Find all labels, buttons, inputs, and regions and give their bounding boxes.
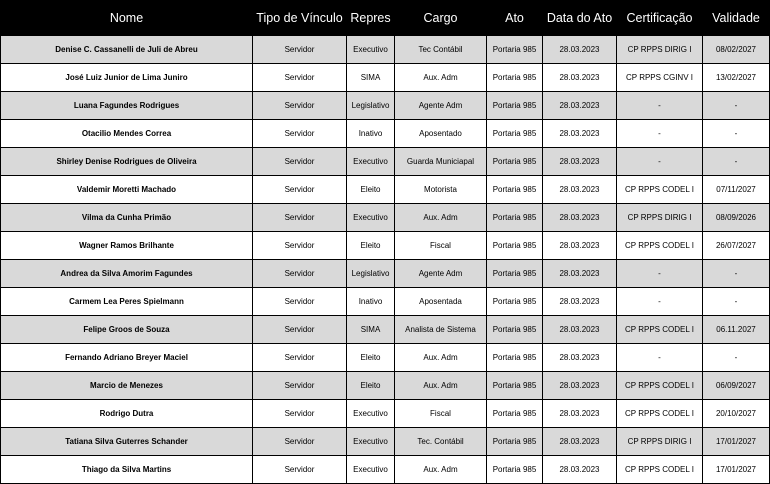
cell-data-do-ato: 28.03.2023 xyxy=(543,344,617,372)
cell-validade: - xyxy=(703,260,770,288)
cell-ato: Portaria 985 xyxy=(487,428,543,456)
cell-cargo: Tec. Contábil xyxy=(395,428,487,456)
cell-tipo-de-vinculo: Servidor xyxy=(253,316,347,344)
header-repres: Repres xyxy=(347,1,395,36)
cell-nome: Carmem Lea Peres Spielmann xyxy=(1,288,253,316)
table-row xyxy=(1,204,770,232)
cell-certificacao: CP RPPS CODEL I xyxy=(617,456,703,484)
cell-validade: - xyxy=(703,288,770,316)
cell-ato: Portaria 985 xyxy=(487,64,543,92)
cell-data-do-ato: 28.03.2023 xyxy=(543,456,617,484)
cell-cargo: Agente Adm xyxy=(395,260,487,288)
table-row xyxy=(1,260,770,288)
cell-repres: Inativo xyxy=(347,120,395,148)
cell-nome: Felipe Groos de Souza xyxy=(1,316,253,344)
cell-nome: Thiago da Silva Martins xyxy=(1,456,253,484)
cell-nome: Vilma da Cunha Primão xyxy=(1,204,253,232)
table-row xyxy=(1,36,770,64)
cell-ato: Portaria 985 xyxy=(487,288,543,316)
table-row xyxy=(1,372,770,400)
cell-ato: Portaria 985 xyxy=(487,400,543,428)
cell-ato: Portaria 985 xyxy=(487,232,543,260)
cell-cargo: Aux. Adm xyxy=(395,64,487,92)
cell-cargo: Fiscal xyxy=(395,400,487,428)
cell-tipo-de-vinculo: Servidor xyxy=(253,260,347,288)
cell-repres: Inativo xyxy=(347,288,395,316)
cell-ato: Portaria 985 xyxy=(487,120,543,148)
cell-repres: Executivo xyxy=(347,400,395,428)
cell-data-do-ato: 28.03.2023 xyxy=(543,232,617,260)
header-ato: Ato xyxy=(487,1,543,36)
cell-validade: 20/10/2027 xyxy=(703,400,770,428)
cell-repres: Eleito xyxy=(347,176,395,204)
cell-data-do-ato: 28.03.2023 xyxy=(543,316,617,344)
cell-tipo-de-vinculo: Servidor xyxy=(253,64,347,92)
cell-tipo-de-vinculo: Servidor xyxy=(253,204,347,232)
cell-certificacao: CP RPPS CODEL I xyxy=(617,176,703,204)
cell-cargo: Aposentada xyxy=(395,288,487,316)
cell-tipo-de-vinculo: Servidor xyxy=(253,148,347,176)
cell-validade: 06.11.2027 xyxy=(703,316,770,344)
cell-repres: Eleito xyxy=(347,344,395,372)
cell-tipo-de-vinculo: Servidor xyxy=(253,176,347,204)
header-cargo: Cargo xyxy=(395,1,487,36)
cell-validade: 08/09/2026 xyxy=(703,204,770,232)
cell-certificacao: CP RPPS CODEL I xyxy=(617,232,703,260)
cell-nome: Andrea da Silva Amorim Fagundes xyxy=(1,260,253,288)
cell-cargo: Aposentado xyxy=(395,120,487,148)
cell-ato: Portaria 985 xyxy=(487,176,543,204)
cell-nome: Otacilio Mendes Correa xyxy=(1,120,253,148)
cell-ato: Portaria 985 xyxy=(487,148,543,176)
table-row xyxy=(1,176,770,204)
cell-nome: Rodrigo Dutra xyxy=(1,400,253,428)
cell-validade: 06/09/2027 xyxy=(703,372,770,400)
cell-repres: Legislativo xyxy=(347,260,395,288)
cell-certificacao: - xyxy=(617,92,703,120)
table-row xyxy=(1,92,770,120)
cell-ato: Portaria 985 xyxy=(487,204,543,232)
cell-nome: Fernando Adriano Breyer Maciel xyxy=(1,344,253,372)
cell-data-do-ato: 28.03.2023 xyxy=(543,148,617,176)
cell-data-do-ato: 28.03.2023 xyxy=(543,260,617,288)
cell-tipo-de-vinculo: Servidor xyxy=(253,428,347,456)
cell-cargo: Aux. Adm xyxy=(395,372,487,400)
cell-validade: 26/07/2027 xyxy=(703,232,770,260)
cell-data-do-ato: 28.03.2023 xyxy=(543,92,617,120)
header-certificacao: Certificação xyxy=(617,1,703,36)
table-header xyxy=(1,1,770,36)
cell-nome: Denise C. Cassanelli de Juli de Abreu xyxy=(1,36,253,64)
cell-certificacao: CP RPPS DIRIG I xyxy=(617,36,703,64)
cell-validade: - xyxy=(703,92,770,120)
cell-repres: Executivo xyxy=(347,456,395,484)
cell-cargo: Tec Contábil xyxy=(395,36,487,64)
header-validade: Validade xyxy=(703,1,770,36)
cell-validade: 17/01/2027 xyxy=(703,456,770,484)
cell-cargo: Aux. Adm xyxy=(395,204,487,232)
cell-certificacao: - xyxy=(617,260,703,288)
cell-repres: Legislativo xyxy=(347,92,395,120)
cell-data-do-ato: 28.03.2023 xyxy=(543,120,617,148)
cell-validade: - xyxy=(703,344,770,372)
cell-validade: 07/11/2027 xyxy=(703,176,770,204)
table-row xyxy=(1,232,770,260)
cell-nome: Valdemir Moretti Machado xyxy=(1,176,253,204)
cell-repres: Executivo xyxy=(347,148,395,176)
cell-tipo-de-vinculo: Servidor xyxy=(253,232,347,260)
cell-tipo-de-vinculo: Servidor xyxy=(253,372,347,400)
cell-validade: 13/02/2027 xyxy=(703,64,770,92)
cell-cargo: Fiscal xyxy=(395,232,487,260)
table-row xyxy=(1,148,770,176)
table-row xyxy=(1,400,770,428)
cell-data-do-ato: 28.03.2023 xyxy=(543,204,617,232)
cell-ato: Portaria 985 xyxy=(487,456,543,484)
cell-data-do-ato: 28.03.2023 xyxy=(543,36,617,64)
cell-certificacao: CP RPPS CGINV I xyxy=(617,64,703,92)
cell-ato: Portaria 985 xyxy=(487,260,543,288)
cell-nome: Wagner Ramos Brilhante xyxy=(1,232,253,260)
cell-ato: Portaria 985 xyxy=(487,372,543,400)
table-row xyxy=(1,316,770,344)
cell-ato: Portaria 985 xyxy=(487,92,543,120)
cell-ato: Portaria 985 xyxy=(487,36,543,64)
cell-certificacao: - xyxy=(617,120,703,148)
cell-cargo: Motorista xyxy=(395,176,487,204)
cell-repres: Executivo xyxy=(347,428,395,456)
header-row xyxy=(1,1,770,36)
cell-data-do-ato: 28.03.2023 xyxy=(543,400,617,428)
header-tipo-de-vinculo: Tipo de Vínculo xyxy=(253,1,347,36)
cell-data-do-ato: 28.03.2023 xyxy=(543,64,617,92)
cell-cargo: Aux. Adm xyxy=(395,344,487,372)
table-row xyxy=(1,120,770,148)
cell-certificacao: CP RPPS CODEL I xyxy=(617,400,703,428)
cell-tipo-de-vinculo: Servidor xyxy=(253,120,347,148)
cell-ato: Portaria 985 xyxy=(487,316,543,344)
table-body xyxy=(1,36,770,484)
cell-cargo: Agente Adm xyxy=(395,92,487,120)
cell-nome: Marcio de Menezes xyxy=(1,372,253,400)
table-row xyxy=(1,344,770,372)
cell-data-do-ato: 28.03.2023 xyxy=(543,372,617,400)
table-row xyxy=(1,428,770,456)
cell-cargo: Aux. Adm xyxy=(395,456,487,484)
cell-data-do-ato: 28.03.2023 xyxy=(543,176,617,204)
cell-certificacao: CP RPPS CODEL I xyxy=(617,316,703,344)
cell-repres: Eleito xyxy=(347,232,395,260)
cell-certificacao: - xyxy=(617,288,703,316)
cell-data-do-ato: 28.03.2023 xyxy=(543,428,617,456)
cell-certificacao: CP RPPS DIRIG I xyxy=(617,428,703,456)
cell-certificacao: CP RPPS DIRIG I xyxy=(617,204,703,232)
cell-certificacao: CP RPPS CODEL I xyxy=(617,372,703,400)
cell-repres: Executivo xyxy=(347,36,395,64)
cell-repres: SIMA xyxy=(347,64,395,92)
table-row xyxy=(1,64,770,92)
table-row xyxy=(1,456,770,484)
cell-tipo-de-vinculo: Servidor xyxy=(253,92,347,120)
cell-cargo: Guarda Municiapal xyxy=(395,148,487,176)
table-row xyxy=(1,288,770,316)
cell-nome: José Luiz Junior de Lima Juniro xyxy=(1,64,253,92)
cell-validade: - xyxy=(703,120,770,148)
cell-certificacao: - xyxy=(617,344,703,372)
cell-ato: Portaria 985 xyxy=(487,344,543,372)
cell-data-do-ato: 28.03.2023 xyxy=(543,288,617,316)
cell-tipo-de-vinculo: Servidor xyxy=(253,344,347,372)
cell-tipo-de-vinculo: Servidor xyxy=(253,288,347,316)
cell-tipo-de-vinculo: Servidor xyxy=(253,456,347,484)
cell-tipo-de-vinculo: Servidor xyxy=(253,36,347,64)
cell-repres: SIMA xyxy=(347,316,395,344)
cell-cargo: Analista de Sistema xyxy=(395,316,487,344)
header-nome: Nome xyxy=(1,1,253,36)
cell-nome: Luana Fagundes Rodrigues xyxy=(1,92,253,120)
cell-repres: Executivo xyxy=(347,204,395,232)
cell-certificacao: - xyxy=(617,148,703,176)
cell-nome: Shirley Denise Rodrigues de Oliveira xyxy=(1,148,253,176)
cell-tipo-de-vinculo: Servidor xyxy=(253,400,347,428)
header-data-do-ato: Data do Ato xyxy=(543,1,617,36)
cell-validade: 08/02/2027 xyxy=(703,36,770,64)
cell-validade: - xyxy=(703,148,770,176)
cell-nome: Tatiana Silva Guterres Schander xyxy=(1,428,253,456)
cell-validade: 17/01/2027 xyxy=(703,428,770,456)
cell-repres: Eleito xyxy=(347,372,395,400)
